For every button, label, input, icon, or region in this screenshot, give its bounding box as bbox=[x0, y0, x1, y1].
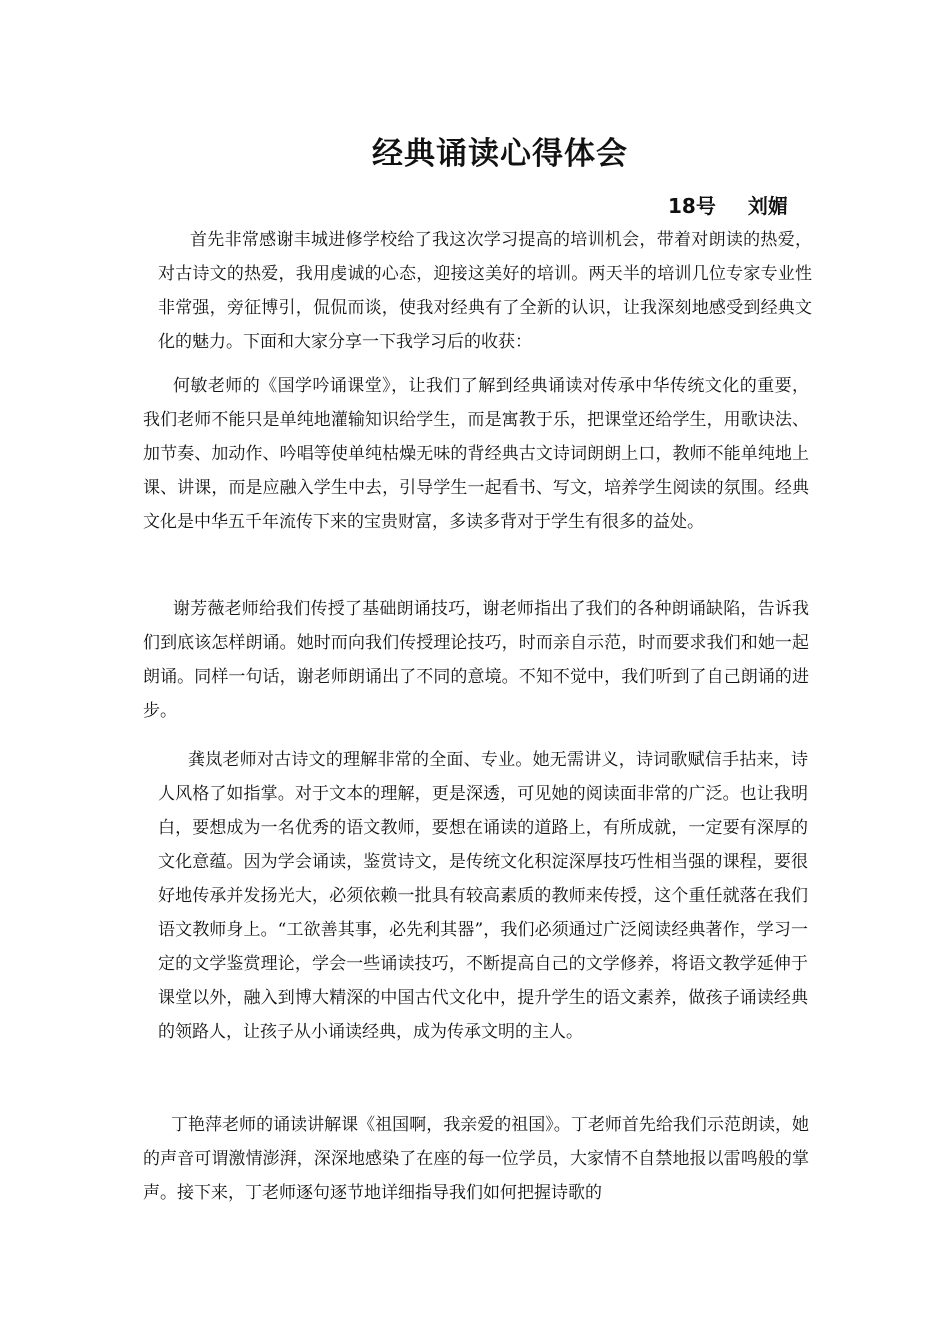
paragraph-gong-lan: 龚岚老师对古诗文的理解非常的全面、专业。她无需讲义，诗词歌赋信手拈来，诗人风格了如指掌。对于文本的理解，更是深透，可见她的阅读面非常的广泛。也让我明白，要想成为一名优秀的语文教师，要想在诵读的道路上，有所成就，一定要有深厚的文化意蕴。因为学会诵读，鉴赏诗文，是传统文化积淀深厚技巧性相当强的课程，要很好地传承并发扬光大，必须依赖一批具有较高素质的教师来传授，这个重任就落在我们语文教师身上。“工欲善其事，必先利其器”，我们必须通过广泛阅读经典著作，学习一定的文学鉴赏理论，学会一些诵读技巧，不断提高自己的文学修养，将语文教学延伸于课堂以外，融入到博大精深的中国古代文化中，提升学生的语文素养，做孩子诵读经典的领路人，让孩子从小诵读经典，成为传承文明的主人。 bbox=[158, 750, 808, 1042]
paragraph-xie-fangwei: 谢芳薇老师给我们传授了基础朗诵技巧，谢老师指出了我们的各种朗诵缺陷，告诉我们到底该怎样朗诵。她时而向我们传授理论技巧，时而亲自示范，时而要求我们和她一起朗诵。同样一句话，谢老师朗诵出了不同的意境。不知不觉中，我们听到了自己朗诵的进步。 bbox=[143, 599, 809, 721]
author-name: 刘媚 bbox=[747, 194, 788, 218]
author-number: 18号 bbox=[668, 194, 716, 218]
paragraph-he-min: 何敏老师的《国学吟诵课堂》，让我们了解到经典诵读对传承中华传统文化的重要，我们老师不能只是单纯地灌输知识给学生，而是寓教于乐，把课堂还给学生，用歌诀法、加节奏、加动作、吟唱等使单纯枯燥无味的背经典古文诗词朗朗上口，教师不能单纯地上课、讲课，而是应融入学生中去，引导学生一起看书、写文，培养学生阅读的氛围。经典文化是中华五千年流传下来的宝贵财富，多读多背对于学生有很多的益处。 bbox=[143, 376, 809, 532]
author-byline bbox=[668, 190, 788, 219]
paragraph-intro: 首先非常感谢丰城进修学校给了我这次学习提高的培训机会，带着对朗读的热爱，对古诗文的热爱，我用虔诚的心态，迎接这美好的培训。两天半的培训几位专家专业性非常强，旁征博引，侃侃而谈，使我对经典有了全新的认识，让我深刻地感受到经典文化的魅力。下面和大家分享一下我学习后的收获： bbox=[158, 230, 812, 352]
paragraph-ding-yanping: 丁艳萍老师的诵读讲解课《祖国啊，我亲爱的祖国》。丁老师首先给我们示范朗读，她的声音可谓激情澎湃，深深地感染了在座的每一位学员，大家情不自禁地报以雷鸣般的掌声。接下来，丁老师逐句逐节地详细指导我们如何把握诗歌的 bbox=[143, 1115, 809, 1203]
document-title: 经典诵读心得体会 bbox=[372, 136, 628, 172]
